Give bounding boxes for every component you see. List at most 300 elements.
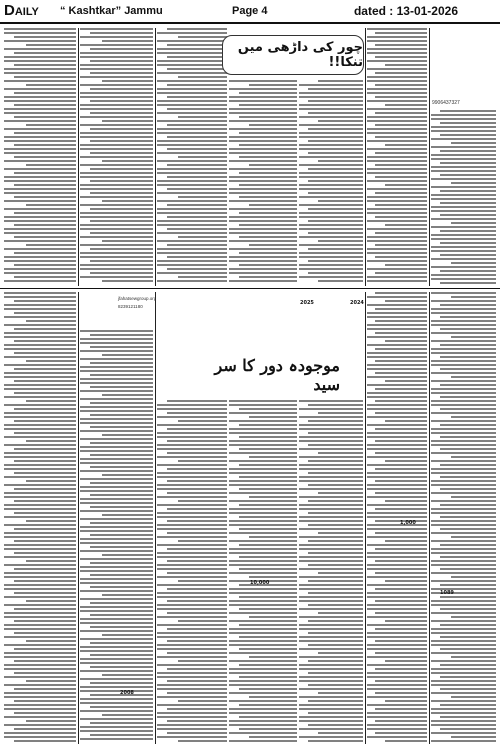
text-line [90,414,153,416]
text-line [14,92,76,94]
text-line [80,598,153,600]
text-line [178,156,227,158]
text-line [167,440,227,442]
text-line [431,712,496,714]
text-line [308,444,363,446]
text-line [299,544,363,546]
text-line [157,476,227,478]
text-line [14,488,76,490]
text-line [229,248,297,250]
text-line [157,64,227,66]
text-line [229,592,297,594]
text-line [229,136,297,138]
text-line [4,412,76,414]
text-line [4,120,76,122]
text-line [308,232,363,234]
text-line [4,68,76,70]
text-line [367,304,427,306]
text-line [431,444,496,446]
text-line [80,184,153,186]
text-line [4,532,76,534]
text-line [431,332,496,334]
text-line [431,126,496,128]
text-line [157,516,227,518]
text-line [367,396,427,398]
text-line [14,472,76,474]
text-line [229,740,297,742]
text-line [80,188,153,190]
text-line [431,130,496,132]
text-line [14,252,76,254]
text-line [308,700,363,702]
text-line [229,652,297,654]
top-headline: چور کی داڑھی میں تنکا!! [222,35,364,75]
text-line [14,632,76,634]
text-line [385,224,427,226]
text-line [26,560,76,562]
text-line [375,136,427,138]
column-divider [365,292,366,744]
text-line [167,668,227,670]
text-line [4,652,76,654]
text-line [102,594,153,596]
text-line [367,312,427,314]
text-line [4,108,76,110]
text-line [80,276,153,278]
text-line [90,494,153,496]
text-line [90,128,153,130]
phone-number: 9906437327 [432,100,460,106]
text-line [440,648,496,650]
text-line [249,204,297,206]
column-lines [431,110,496,284]
text-line [431,532,496,534]
text-line [80,530,153,532]
text-line [4,524,76,526]
text-line [4,180,76,182]
text-line [375,532,427,534]
text-line [431,484,496,486]
text-line [367,196,427,198]
text-line [26,480,76,482]
text-line [308,460,363,462]
text-line [367,172,427,174]
text-line [367,60,427,62]
text-line [451,576,497,578]
text-line [239,528,297,530]
text-line [431,572,496,574]
text-line [14,648,76,650]
text-line [4,56,76,58]
text-line [367,564,427,566]
text-line [157,172,227,174]
text-line [26,520,76,522]
text-line [431,392,496,394]
text-line [229,540,297,542]
text-line [431,560,496,562]
text-line [157,616,227,618]
text-line [229,480,297,482]
text-line [167,68,227,70]
text-line [4,296,76,298]
text-line [431,118,496,120]
text-line [385,264,427,266]
text-line [167,692,227,694]
text-line [367,648,427,650]
text-line [375,216,427,218]
text-line [451,182,497,184]
text-line [431,492,496,494]
text-line [308,672,363,674]
text-line [80,690,153,692]
text-line [4,424,76,426]
text-line [299,408,363,410]
text-line [318,652,363,654]
text-line [367,436,427,438]
text-line [80,410,153,412]
text-line [229,692,297,694]
text-line [80,430,153,432]
text-line [299,508,363,510]
text-line [229,220,297,222]
text-line [157,80,227,82]
text-line [80,136,153,138]
text-line [431,360,496,362]
text-line [229,108,297,110]
text-line [375,124,427,126]
text-line [178,740,227,742]
text-line [440,150,496,152]
column-divider [429,292,430,744]
column-lines [229,400,297,742]
text-line [90,482,153,484]
text-line [4,160,76,162]
text-line [157,436,227,438]
text-line [367,352,427,354]
text-line [451,656,497,658]
text-line [385,660,427,662]
text-line [431,652,496,654]
text-line [229,552,297,554]
text-line [26,600,76,602]
text-line [157,544,227,546]
text-line [367,488,427,490]
text-line [431,428,496,430]
text-line [90,534,153,536]
text-line [4,716,76,718]
text-line [367,736,427,738]
text-line [167,256,227,258]
text-line [367,584,427,586]
text-line [375,560,427,562]
text-line [299,676,363,678]
text-line [157,724,227,726]
text-line [4,384,76,386]
text-line [239,688,297,690]
text-line [157,448,227,450]
text-line [308,272,363,274]
text-line [229,468,297,470]
text-line [431,218,496,220]
text-line [299,480,363,482]
text-line [229,168,297,170]
text-line [4,556,76,558]
text-line [14,236,76,238]
text-line [440,408,496,410]
text-line [451,536,497,538]
text-line [80,582,153,584]
text-line [157,200,227,202]
text-line [385,340,427,342]
text-line [4,344,76,346]
text-line [157,472,227,474]
text-line [14,500,76,502]
text-line [167,148,227,150]
text-line [367,424,427,426]
text-line [239,212,297,214]
text-line [440,254,496,256]
text-line [4,208,76,210]
text-line [157,112,227,114]
text-line [26,244,76,246]
text-line [80,678,153,680]
text-line [4,136,76,138]
text-line [80,176,153,178]
text-line [431,178,496,180]
text-line [299,104,363,106]
text-line [239,408,297,410]
text-line [299,468,363,470]
text-line [375,640,427,642]
text-line [178,236,227,238]
text-line [308,484,363,486]
text-line [385,104,427,106]
text-line [14,76,76,78]
text-line [80,264,153,266]
column-lines [367,28,427,282]
text-line [229,520,297,522]
text-line [157,208,227,210]
text-line [431,508,496,510]
text-line [80,56,153,58]
text-line [157,504,227,506]
inline-year: 2025 [300,300,314,306]
text-line [157,632,227,634]
text-line [299,188,363,190]
column-divider [155,292,156,744]
text-line [90,208,153,210]
text-line [239,436,297,438]
text-line [90,72,153,74]
text-line [367,496,427,498]
text-line [299,244,363,246]
text-line [299,264,363,266]
text-line [308,740,363,742]
text-line [178,420,227,422]
text-line [375,360,427,362]
text-line [440,596,496,598]
text-line [367,728,427,730]
text-line [157,128,227,130]
text-line [4,668,76,670]
text-line [229,444,297,446]
text-line [157,232,227,234]
text-line [80,490,153,492]
text-line [80,518,153,520]
text-line [318,492,363,494]
text-line [157,248,227,250]
text-line [4,232,76,234]
text-line [431,266,496,268]
text-line [157,736,227,738]
text-line [308,260,363,262]
text-line [157,140,227,142]
text-line [157,424,227,426]
text-line [4,140,76,142]
text-line [4,260,76,262]
text-line [80,370,153,372]
text-line [157,224,227,226]
text-line [440,688,496,690]
text-line [367,132,427,134]
text-column [367,292,427,744]
text-line [157,712,227,714]
text-line [90,522,153,524]
text-line [367,448,427,450]
text-line [80,28,153,30]
text-line [318,280,363,282]
text-line [157,104,227,106]
text-line [229,732,297,734]
inline-year: 2024 [350,300,364,306]
text-line [90,426,153,428]
text-line [367,404,427,406]
text-line [367,120,427,122]
text-line [14,528,76,530]
text-line [299,116,363,118]
text-line [440,134,496,136]
text-column [80,28,153,286]
text-line [375,572,427,574]
text-line [80,462,153,464]
text-line [299,236,363,238]
text-line [80,418,153,420]
text-line [14,340,76,342]
text-line [440,464,496,466]
text-line [14,460,76,462]
text-line [80,76,153,78]
text-line [367,260,427,262]
text-line [14,212,76,214]
text-line [299,708,363,710]
text-line [299,84,363,86]
text-line [299,520,363,522]
text-line [440,242,496,244]
text-line [229,216,297,218]
text-line [318,240,363,242]
text-line [367,704,427,706]
text-line [80,702,153,704]
text-line [299,252,363,254]
text-line [4,584,76,586]
text-line [367,672,427,674]
text-line [14,312,76,314]
text-line [431,206,496,208]
text-line [299,400,363,402]
text-line [229,192,297,194]
text-line [229,572,297,574]
text-line [308,552,363,554]
text-line [157,160,227,162]
text-line [90,48,153,50]
text-line [431,348,496,350]
text-line [4,128,76,130]
text-line [367,476,427,478]
text-line [229,404,297,406]
text-line [90,602,153,604]
text-line [431,364,496,366]
text-line [4,48,76,50]
text-line [4,168,76,170]
inline-number: 10,000 [250,580,270,586]
text-line [80,658,153,660]
text-line [14,540,76,542]
text-line [299,156,363,158]
text-line [167,108,227,110]
text-line [4,664,76,666]
text-line [299,216,363,218]
text-line [229,176,297,178]
text-line [14,432,76,434]
text-line [4,508,76,510]
text-line [440,624,496,626]
text-line [431,186,496,188]
text-line [367,524,427,526]
text-line [4,192,76,194]
text-line [375,348,427,350]
text-line [4,348,76,350]
text-line [80,710,153,712]
text-line [80,144,153,146]
text-line [431,308,496,310]
text-line [157,524,227,526]
text-line [318,612,363,614]
text-line [102,434,153,436]
text-line [14,700,76,702]
text-line [229,120,297,122]
text-line [229,432,297,434]
text-line [80,366,153,368]
text-line [431,146,496,148]
text-line [299,688,363,690]
text-column [229,80,297,286]
contact-email: jfahatsewgroup.org [118,296,157,301]
text-line [229,80,297,82]
text-line [102,514,153,516]
text-line [26,44,76,46]
text-line [26,360,76,362]
text-line [367,516,427,518]
text-line [318,532,363,534]
text-line [375,668,427,670]
text-line [367,472,427,474]
text-line [375,96,427,98]
text-line [299,576,363,578]
text-line [157,496,227,498]
text-line [90,402,153,404]
text-line [229,644,297,646]
text-line [239,728,297,730]
